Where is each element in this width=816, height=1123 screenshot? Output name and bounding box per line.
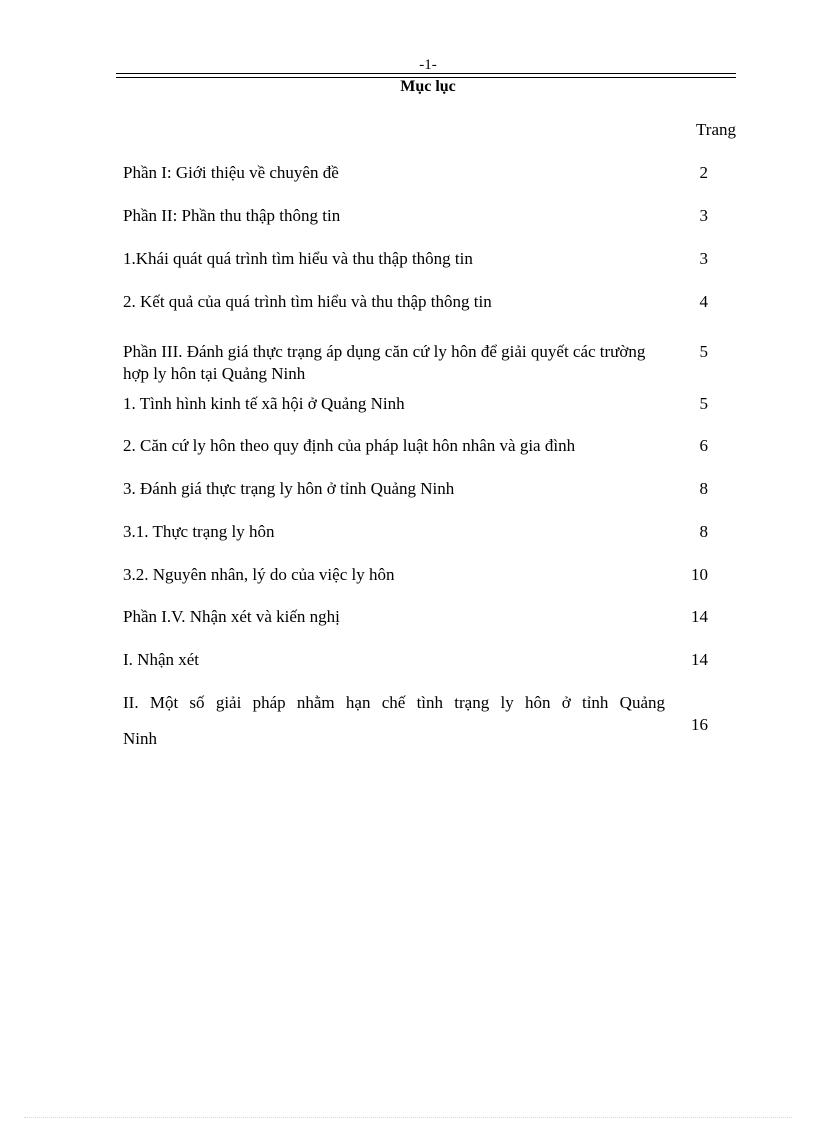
toc-entry-page: 4 bbox=[699, 292, 708, 311]
toc-entry-page: 5 bbox=[699, 394, 708, 413]
toc-entry-text: I. Nhận xét bbox=[123, 650, 200, 669]
toc-entry-text-continued: Ninh bbox=[123, 729, 157, 748]
toc-entry-part-3 bbox=[123, 341, 737, 385]
toc-entry-3-2 bbox=[123, 435, 737, 457]
toc-entry-part-2 bbox=[123, 205, 737, 227]
toc-entry-page: 10 bbox=[691, 565, 708, 584]
toc-entry-3-3-2 bbox=[123, 564, 737, 586]
toc-entry-3-3 bbox=[123, 478, 737, 500]
toc-entry-2-1 bbox=[123, 248, 737, 270]
toc-entry-page: 5 bbox=[699, 342, 708, 361]
toc-entry-page: 2 bbox=[699, 163, 708, 182]
toc-title: Mục lục bbox=[400, 78, 456, 95]
toc-entry-page: 8 bbox=[699, 479, 708, 498]
toc-entry-text: 3. Đánh giá thực trạng ly hôn ở tỉnh Quảng Ninh bbox=[123, 479, 455, 498]
toc-entry-3-1 bbox=[123, 393, 737, 415]
toc-entry-part-4 bbox=[123, 606, 737, 628]
toc-entry-page: 14 bbox=[691, 607, 708, 626]
toc-entry-3-3-1 bbox=[123, 521, 737, 543]
toc-entry-text: 2. Căn cứ ly hôn theo quy định của pháp luật hôn nhân và gia đình bbox=[123, 436, 576, 455]
toc-entry-2-2 bbox=[123, 291, 737, 313]
page-number: -1- bbox=[419, 57, 437, 73]
toc-entry-page: 6 bbox=[699, 436, 708, 455]
toc-entry-text: Phần II: Phần thu thập thông tin bbox=[123, 206, 341, 225]
toc-entry-text: 1.Khái quát quá trình tìm hiểu và thu thập thông tin bbox=[123, 249, 473, 268]
toc-entry-text: 3.1. Thực trạng ly hôn bbox=[123, 522, 275, 541]
toc-entry-page: 16 bbox=[691, 715, 708, 734]
toc-entry-text: Phần I.V. Nhận xét và kiến nghị bbox=[123, 607, 340, 626]
page-column-header: Trang bbox=[696, 120, 736, 139]
toc-entry-4-1 bbox=[123, 649, 737, 671]
toc-entry-text: 2. Kết quả của quá trình tìm hiểu và thu thập thông tin bbox=[123, 292, 492, 311]
footer-dotted-rule bbox=[24, 1117, 792, 1118]
toc-entry-page: 3 bbox=[699, 206, 708, 225]
toc-entry-text: 3.2. Nguyên nhân, lý do của việc ly hôn bbox=[123, 565, 395, 584]
toc-entry-text: II. Một số giải pháp nhằm hạn chế tình trạng ly hôn ở tỉnh Quảng bbox=[123, 693, 665, 712]
toc-entry-text: 1. Tình hình kinh tế xã hội ở Quảng Ninh bbox=[123, 394, 405, 413]
header-rule-top bbox=[116, 73, 736, 74]
toc-entry-4-2 bbox=[123, 692, 737, 750]
toc-entry-text: Phần I: Giới thiệu về chuyên đề bbox=[123, 163, 339, 182]
toc-entry-page: 14 bbox=[691, 650, 708, 669]
toc-entry-page: 3 bbox=[699, 249, 708, 268]
toc-entry-part-1 bbox=[123, 162, 737, 184]
toc-entry-page: 8 bbox=[699, 522, 708, 541]
toc-entry-text: Phần III. Đánh giá thực trạng áp dụng căn cứ ly hôn để giải quyết các trường hợp ly hôn tại Quảng Ninh bbox=[123, 342, 646, 383]
